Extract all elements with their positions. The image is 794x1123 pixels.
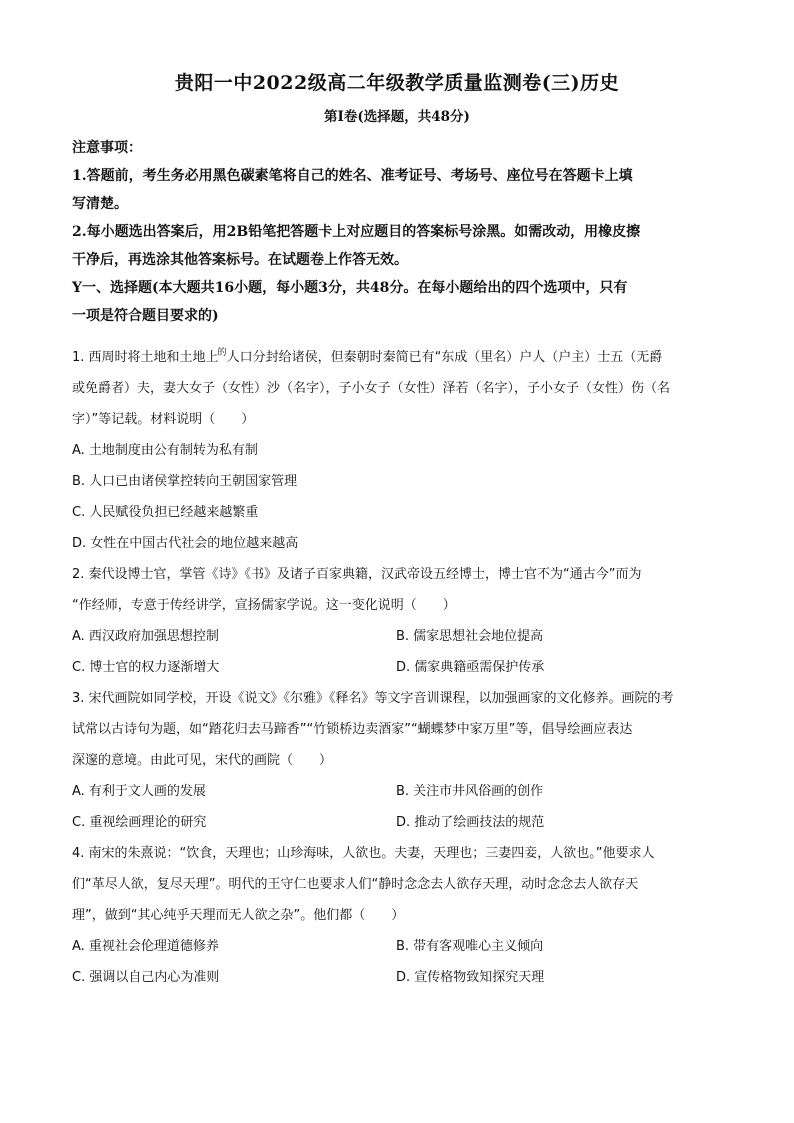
question-3-line-3: 深邃的意境。由此可见，宋代的画院（ ） xyxy=(72,753,333,768)
question-2-line-2: “作经师，专意于传经讲学，宣扬儒家学说。这一变化说明（ ） xyxy=(72,598,456,613)
question-4-option-c: C. 强调以自己内心为准则 xyxy=(72,970,220,985)
question-1-text-a: 1. 西周时将土地和土地上 xyxy=(72,350,219,365)
question-1-option-c: C. 人民赋役负担已经越来越繁重 xyxy=(72,505,259,520)
question-2-line-1: 2. 秦代设博士官，掌管《诗》《书》及诸子百家典籍，汉武帝设五经博士，博士官不为“通古今”而为 xyxy=(72,567,642,582)
question-3 xyxy=(72,683,722,838)
question-2-option-c: C. 博士官的权力逐渐增大 xyxy=(72,660,220,675)
question-3-line-1: 3. 宋代画院如同学校，开设《说文》《尔雅》《释名》等文字音训课程，以加强画家的文化修养。画院的考 xyxy=(72,691,674,706)
question-2 xyxy=(72,559,722,683)
question-3-option-c: C. 重视绘画理论的研究 xyxy=(72,815,207,830)
question-3-option-d: D. 推动了绘画技法的规范 xyxy=(396,815,545,830)
question-4-line-1: 4. 南宋的朱熹说：“饮食，天理也；山珍海味，人欲也。夫妻，天理也；三妻四妾，人欲也。”他要求人 xyxy=(72,846,655,861)
question-1-line-1 xyxy=(72,338,722,373)
question-3-options-row-2 xyxy=(72,807,722,838)
page-title: 贵阳一中2022级高二年级教学质量监测卷(三)历史 xyxy=(174,72,620,94)
notes-item-1-line-1: 1.答题前，考生务必用黑色碳素笔将自己的姓名、准考证号、考场号、座位号在答题卡上填 xyxy=(72,168,633,184)
question-1-superscript: 的 xyxy=(217,348,227,358)
question-1-option-b: B. 人口已由诸侯掌控转向王朝国家管理 xyxy=(72,474,298,489)
question-3-options-row-1 xyxy=(72,776,722,807)
question-1 xyxy=(72,338,722,559)
question-1-text-b: 人口分封给诸侯，但秦朝时秦简已有“东成（里名）户人（户主）士五（无爵 xyxy=(226,350,663,365)
question-1-line-2: 或免爵者）夫，妻大女子（女性）沙（名字），子小女子（女性）泽若（名字），子小女子（女性）伤（名 xyxy=(72,381,671,396)
question-1-line-3: 字）”等记载。材料说明（ ） xyxy=(72,412,255,427)
question-3-option-b: B. 关注市井风俗画的创作 xyxy=(396,784,544,799)
question-2-option-a: A. 西汉政府加强思想控制 xyxy=(72,629,219,644)
notes-heading: 注意事项： xyxy=(72,140,142,156)
question-4-options-row-2 xyxy=(72,962,722,993)
question-2-options-row-2 xyxy=(72,652,722,683)
section-heading-line-2: 一项是符合题目要求的) xyxy=(72,308,219,324)
question-4-option-a: A. 重视社会伦理道德修养 xyxy=(72,939,219,954)
question-4-line-3: 理”，做到“其心纯乎天理而无人欲之杂”。他们都（ ） xyxy=(72,908,405,923)
question-4-line-2: 们“革尽人欲，复尽天理”。明代的王守仁也要求人们“静时念念去人欲存天理，动时念念去人欲存天 xyxy=(72,877,639,892)
question-3-line-2: 试常以古诗句为题，如“踏花归去马蹄香”“竹锁桥边卖酒家”“蝴蝶梦中家万里”等，倡导绘画应表达 xyxy=(72,722,633,737)
question-4-option-d: D. 宣传格物致知探究天理 xyxy=(396,970,545,985)
question-4 xyxy=(72,838,722,993)
notes-item-1-line-2: 写清楚。 xyxy=(72,196,128,212)
question-1-option-d: D. 女性在中国古代社会的地位越来越高 xyxy=(72,536,299,551)
question-2-options-row-1 xyxy=(72,621,722,652)
question-3-option-a: A. 有利于文人画的发展 xyxy=(72,784,206,799)
question-4-option-b: B. 带有客观唯心主义倾向 xyxy=(396,939,544,954)
section-heading-line-1: Y一、选择题(本大题共16小题，每小题3分，共48分。在每小题给出的四个选项中，只有 xyxy=(72,280,628,296)
notes-item-2-line-1: 2.每小题选出答案后，用2B铅笔把答题卡上对应题目的答案标号涂黑。如需改动，用橡皮擦 xyxy=(72,224,641,240)
page-subtitle: 第Ⅰ卷(选择题，共48分) xyxy=(324,109,470,125)
question-1-option-a: A. 土地制度由公有制转为私有制 xyxy=(72,443,258,458)
question-4-options-row-1 xyxy=(72,931,722,962)
notes-item-2-line-2: 干净后，再选涂其他答案标号。在试题卷上作答无效。 xyxy=(72,252,408,268)
question-2-option-b: B. 儒家思想社会地位提高 xyxy=(396,629,544,644)
question-2-option-d: D. 儒家典籍亟需保护传承 xyxy=(396,660,545,675)
